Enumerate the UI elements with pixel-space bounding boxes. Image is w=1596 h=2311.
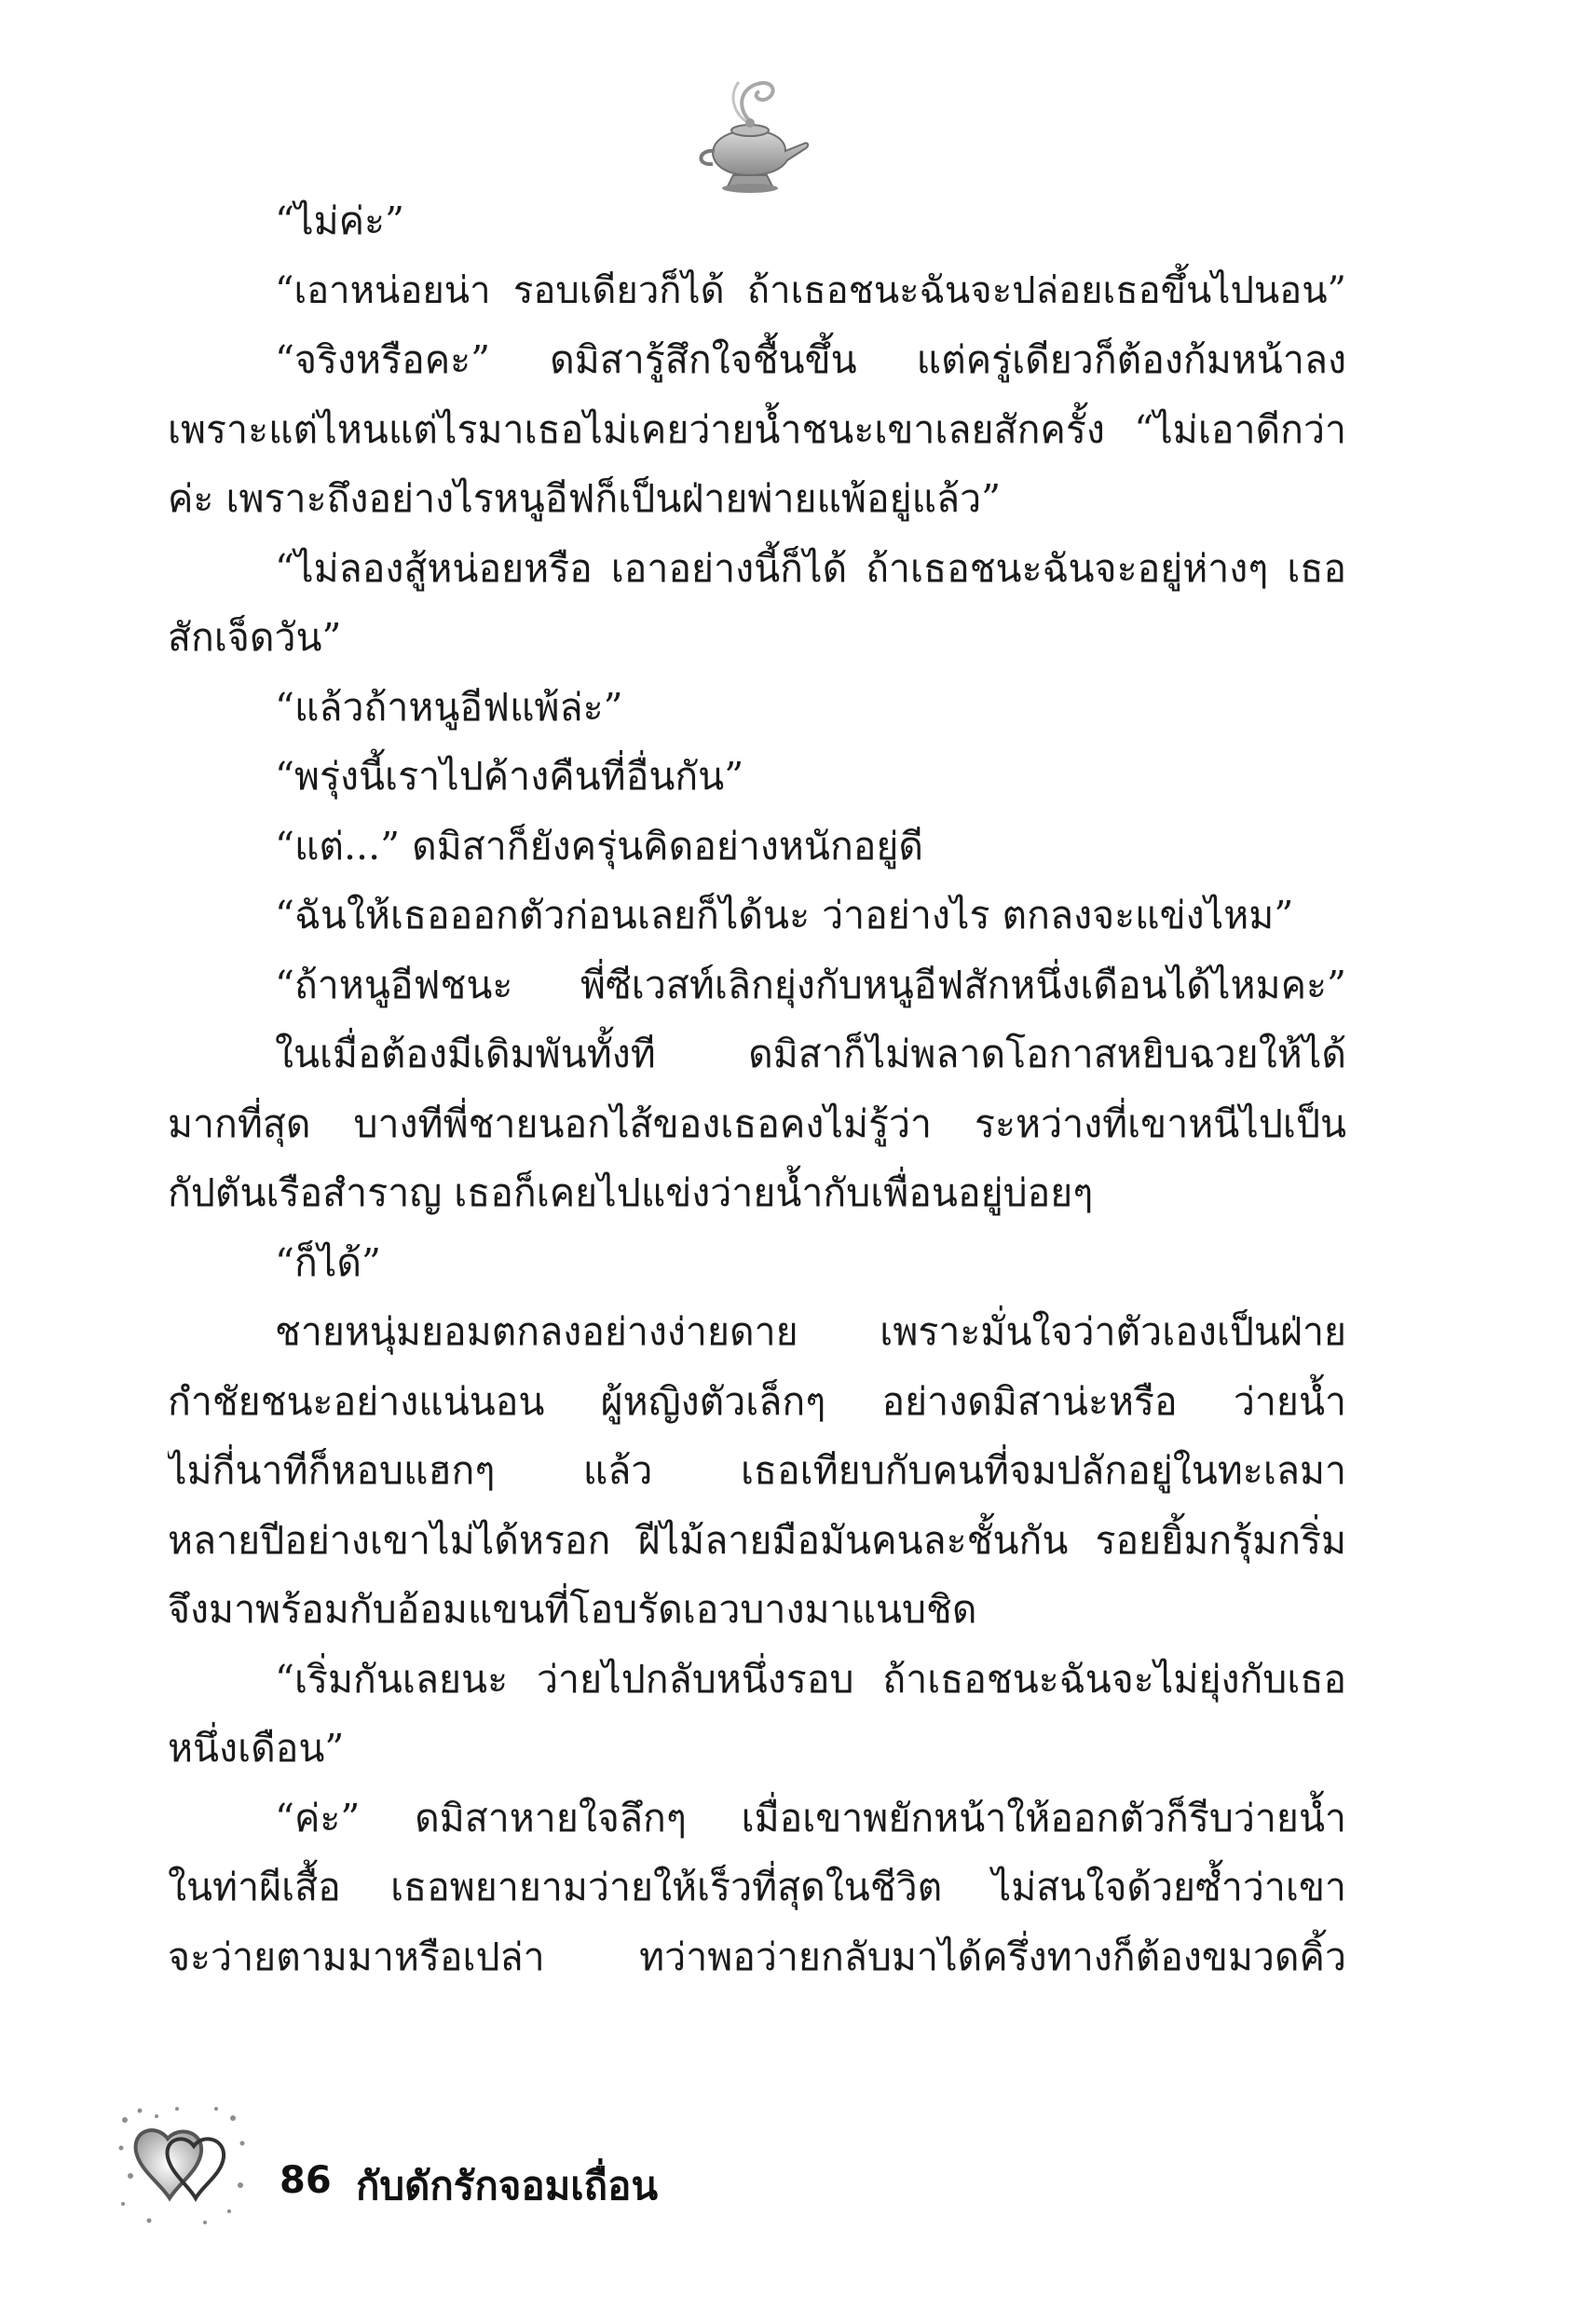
page-footer — [112, 2101, 950, 2232]
text-line: หนึ่งเดือน” — [168, 1726, 345, 1771]
text-line: หลายปีอย่างเขาไม่ได้หรอก ฝีไม้ลายมือมันคนละชั้นกัน รอยยิ้มกรุ้มกริ่ม — [168, 1517, 1346, 1563]
text-line: ค่ะ เพราะถึงอย่างไรหนูอีฟก็เป็นฝ่ายพ่ายแพ้อยู่แล้ว” — [168, 476, 1002, 521]
text-line: “ถ้าหนูอีฟชนะ พี่ซีเวสท์เลิกยุ่งกับหนูอีฟสักหนึ่งเดือนได้ไหมคะ” — [275, 962, 1346, 1007]
text-line: ในท่าผีเสื้อ เธอพยายามว่ายให้เร็วที่สุดในชีวิต ไม่สนใจด้วยซ้ำว่าเขา — [168, 1865, 1346, 1909]
text-line: จะว่ายตามมาหรือเปล่า ทว่าพอว่ายกลับมาได้ครึ่งทางก็ต้องขมวดคิ้ว — [168, 1934, 1346, 1979]
text-line: ในเมื่อต้องมีเดิมพันทั้งที ดมิสาก็ไม่พลาดโอกาสหยิบฉวยให้ได้ — [275, 1032, 1346, 1076]
text-line: สักเจ็ดวัน” — [168, 615, 342, 660]
text-line: “แต่...” ดมิสาก็ยังครุ่นคิดอย่างหนักอยู่ดี — [275, 823, 924, 868]
text-line: “จริงหรือคะ” ดมิสารู้สึกใจชื้นขึ้น แต่ครู่เดียวก็ต้องก้มหน้าลง — [275, 337, 1346, 382]
text-line: “ฉันให้เธอออกตัวก่อนเลยก็ได้นะ ว่าอย่างไร ตกลงจะแข่งไหม” — [275, 893, 1294, 937]
text-line: “ไม่ค่ะ” — [275, 198, 405, 243]
text-line: กัปตันเรือสำราญ เธอก็เคยไปแข่งว่ายน้ำกับเพื่อนอยู่บ่อยๆ — [168, 1170, 1094, 1215]
text-line: “เอาหน่อยน่า รอบเดียวก็ได้ ถ้าเธอชนะฉันจะปล่อยเธอขึ้นไปนอน” — [275, 268, 1346, 312]
story-text — [168, 186, 1346, 1991]
text-line: ไม่กี่นาทีก็หอบแฮกๆ แล้ว เธอเทียบกับคนที่จมปลักอยู่ในทะเลมา — [168, 1448, 1346, 1493]
hearts-ornament-icon — [112, 2101, 252, 2232]
text-line: จึงมาพร้อมกับอ้อมแขนที่โอบรัดเอวบางมาแนบชิด — [168, 1587, 977, 1632]
text-line: “ไม่ลองสู้หน่อยหรือ เอาอย่างนี้ก็ได้ ถ้าเธอชนะฉันจะอยู่ห่างๆ เธอ — [275, 545, 1346, 591]
text-line: “พรุ่งนี้เราไปค้างคืนที่อื่นกัน” — [275, 754, 744, 799]
text-line: “แล้วถ้าหนูอีฟแพ้ล่ะ” — [275, 684, 623, 730]
page-number: 86 — [280, 2159, 332, 2202]
text-line: “เริ่มกันเลยนะ ว่ายไปกลับหนึ่งรอบ ถ้าเธอชนะฉันจะไม่ยุ่งกับเธอ — [275, 1656, 1346, 1702]
text-line: “ก็ได้” — [275, 1239, 381, 1285]
text-line: มากที่สุด บางทีพี่ชายนอกไส้ของเธอคงไม่รู้ว่า ระหว่างที่เขาหนีไปเป็น — [168, 1101, 1346, 1146]
text-line: ชายหนุ่มยอมตกลงอย่างง่ายดาย เพราะมั่นใจว่าตัวเองเป็นฝ่าย — [275, 1309, 1346, 1354]
text-line: เพราะแต่ไหนแต่ไรมาเธอไม่เคยว่ายน้ำชนะเขาเลยสักครั้ง “ไม่เอาดีกว่า — [168, 406, 1346, 452]
lamp-ornament-icon — [685, 65, 815, 205]
text-line: กำชัยชนะอย่างแน่นอน ผู้หญิงตัวเล็กๆ อย่างดมิสาน่ะหรือ ว่ายน้ำ — [168, 1378, 1346, 1424]
book-title: กับดักรักจอมเถื่อน — [356, 2163, 659, 2208]
text-line: “ค่ะ” ดมิสาหายใจลึกๆ เมื่อเขาพยักหน้าให้ออกตัวก็รีบว่ายน้ำ — [275, 1795, 1346, 1840]
